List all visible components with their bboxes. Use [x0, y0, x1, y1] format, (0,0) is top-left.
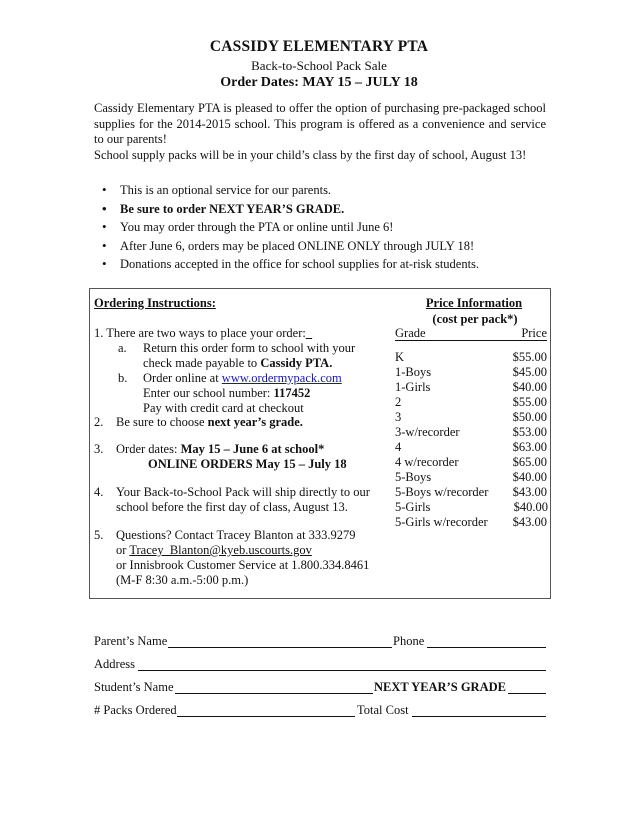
phone-label: Phone [393, 634, 425, 648]
price-info-title: Price Information [425, 296, 523, 310]
step-3-num: 3. [94, 442, 104, 456]
step-4-num: 4. [94, 485, 104, 499]
ordering-instructions-title: Ordering Instructions: [94, 296, 216, 310]
price-row: 5-Girls $40.00 [395, 500, 548, 514]
step-5-line-3: or Innisbrook Customer Service at 1.800.334.8461 [116, 558, 370, 572]
total-cost-label: Total Cost [357, 703, 409, 717]
step-5-num: 5. [94, 528, 104, 542]
packs-ordered-label: # Packs Ordered [94, 703, 177, 717]
step-1a-payable: check made payable to Cassidy PTA. [143, 356, 333, 370]
contact-email-link[interactable]: Tracey_Blanton@kyeb.uscourts.gov [129, 543, 312, 557]
grade-header: Grade [395, 326, 426, 340]
price-row: 4 $63.00 [395, 440, 547, 454]
bullet-item: • After June 6, orders may be placed ONLINE ONLY through JULY 18! [100, 237, 479, 256]
step-5-line-1: Questions? Contact Tracey Blanton at 333.9279 [116, 528, 356, 542]
step-2: Be sure to choose next year’s grade. [116, 415, 303, 429]
parent-name-field[interactable] [168, 647, 392, 648]
step-1b-label: b. [118, 371, 128, 385]
student-grade-row [94, 680, 546, 696]
address-label: Address [94, 657, 135, 671]
parent-name-label: Parent’s Name [94, 634, 168, 648]
step-1a-label: a. [118, 341, 127, 355]
intro-delivery: School supply packs will be in your child’s class by the first day of school, August 13! [94, 147, 527, 162]
total-cost-field[interactable] [412, 716, 546, 717]
address-row [94, 657, 546, 673]
payee: Cassidy PTA. [260, 356, 333, 370]
price-row: 5-Boys $40.00 [395, 470, 547, 484]
bullet-item: • This is an optional service for our parents. [100, 181, 479, 200]
packs-ordered-field[interactable] [177, 716, 355, 717]
price-row: 5-Boys w/recorder $43.00 [395, 485, 547, 499]
price-row: K $55.00 [395, 350, 547, 364]
phone-field[interactable] [427, 647, 546, 648]
step-5-line-4: (M-F 8:30 a.m.-5:00 p.m.) [116, 573, 249, 587]
school-number-line: Enter our school number: 117452 [143, 386, 311, 400]
packs-total-row [94, 703, 546, 719]
next-grade-label: NEXT YEAR’S GRADE [374, 680, 506, 694]
info-bullet-list [100, 181, 479, 274]
bullet-item: • Donations accepted in the office for school supplies for at-risk students. [100, 255, 479, 274]
ordermypack-link[interactable]: www.ordermypack.com [221, 371, 342, 385]
intro-paragraph: Cassidy Elementary PTA is pleased to offer the option of purchasing pre-packaged school supplies for the 2014-2015 school. This program is offered as a convenience and service to our parents! [94, 101, 546, 146]
step-4-line-2: school before the first day of class, August 13. [116, 500, 348, 514]
step-5-line-2: or Tracey_Blanton@kyeb.uscourts.gov [116, 543, 312, 557]
student-name-field[interactable] [175, 693, 373, 694]
parent-phone-row [94, 634, 546, 650]
price-row: 1-Boys $45.00 [395, 365, 547, 379]
price-table-header [395, 326, 547, 341]
address-field[interactable] [138, 670, 546, 671]
page-title: CASSIDY ELEMENTARY PTA [209, 38, 429, 55]
price-row: 3 $50.00 [395, 410, 547, 424]
step-3-online: ONLINE ORDERS May 15 – July 18 [148, 457, 347, 471]
school-number: 117452 [273, 386, 311, 400]
student-name-label: Student’s Name [94, 680, 174, 694]
bullet-item: • Be sure to order NEXT YEAR’S GRADE. [100, 200, 479, 219]
step-1a-text: Return this order form to school with your [143, 341, 356, 355]
intro-text [94, 101, 546, 163]
price-row: 4 w/recorder $65.00 [395, 455, 547, 469]
pay-line: Pay with credit card at checkout [143, 401, 304, 415]
price-header: Price [521, 326, 547, 340]
price-row: 5-Girls w/recorder $43.00 [395, 515, 547, 529]
price-row: 1-Girls $40.00 [395, 380, 547, 394]
price-info-subtitle: (cost per pack*) [432, 312, 518, 326]
step-1b-text: Order online at www.ordermypack.com [143, 371, 342, 385]
step-4-line-1: Your Back-to-School Pack will ship directly to our [116, 485, 370, 499]
page-subtitle: Back-to-School Pack Sale [251, 58, 387, 73]
step-3: Order dates: May 15 – June 6 at school* [116, 442, 325, 456]
step-2-num: 2. [94, 415, 104, 429]
bullet-item: • You may order through the PTA or online until June 6! [100, 218, 479, 237]
price-row: 3-w/recorder $53.00 [395, 425, 547, 439]
price-row: 2 $55.00 [395, 395, 547, 409]
step-1: 1. There are two ways to place your order: [94, 326, 306, 340]
next-grade-field[interactable] [508, 693, 546, 694]
order-dates: Order Dates: MAY 15 – JULY 18 [220, 75, 418, 90]
